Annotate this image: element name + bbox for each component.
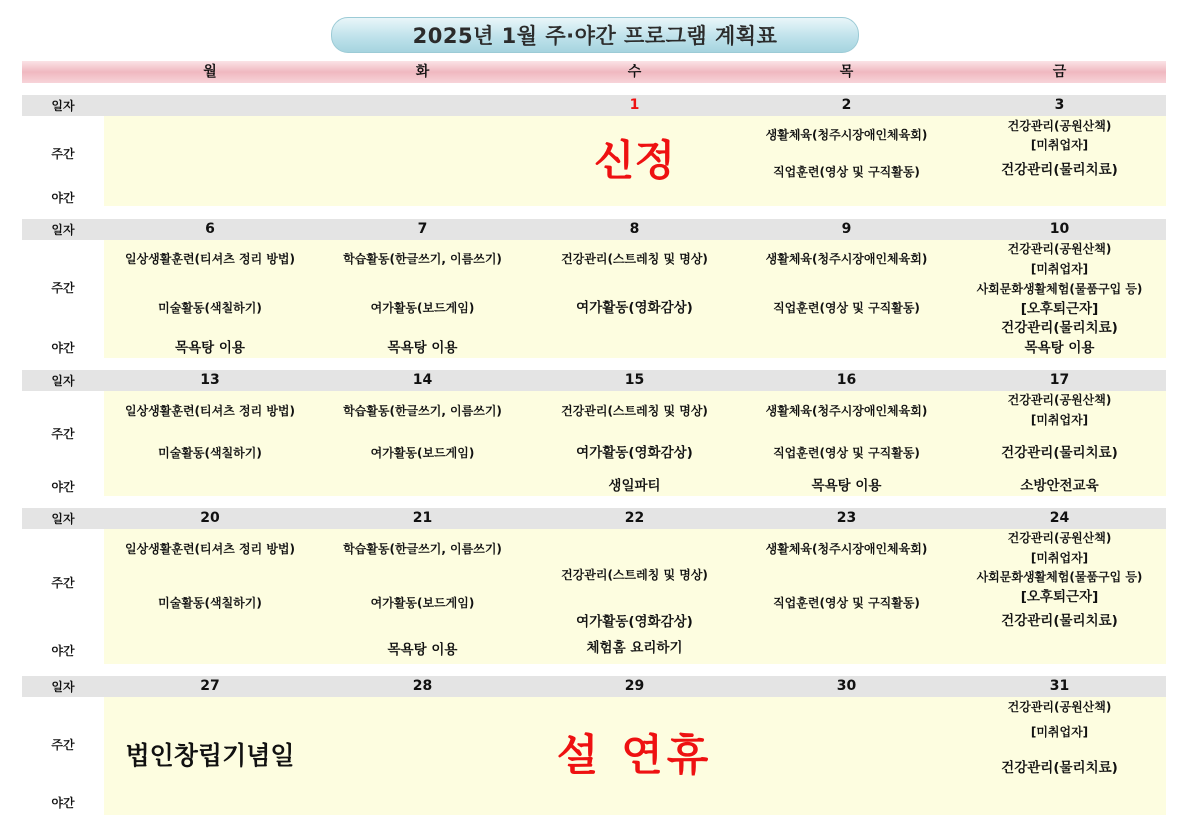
program-item: 여가활동(보드게임) xyxy=(370,446,475,460)
date-cell: 16 xyxy=(836,372,857,388)
date-cell: 15 xyxy=(624,372,645,388)
row-label-night: 야간 xyxy=(51,341,75,355)
program-item: 미술활동(색칠하기) xyxy=(158,301,262,315)
program-item: 미술활동(색칠하기) xyxy=(158,446,262,460)
program-item: 여가활동(영화감상) xyxy=(576,614,693,630)
program-item: 건강관리(공원산책) xyxy=(1007,531,1112,545)
program-item: 건강관리(물리치료) xyxy=(1001,613,1118,629)
program-item: 건강관리(공원산책) xyxy=(1007,700,1112,714)
program-item: 미술활동(색칠하기) xyxy=(158,596,262,610)
program-item: 생활체육(청주시장애인체육회) xyxy=(765,252,928,266)
date-cell: 21 xyxy=(412,510,433,526)
program-item: 목욕탕 이용 xyxy=(811,478,882,494)
program-item: 직업훈련(영상 및 구직활동) xyxy=(773,165,920,179)
row-label-date: 일자 xyxy=(51,680,75,694)
row-label-date: 일자 xyxy=(51,512,75,526)
date-cell: 14 xyxy=(412,372,433,388)
weekday-mon: 월 xyxy=(203,64,217,80)
program-item: 목욕탕 이용 xyxy=(175,340,245,356)
row-label-date: 일자 xyxy=(51,99,75,113)
program-item: 일상생활훈련(티셔츠 정리 방법) xyxy=(124,252,296,266)
program-item: 생일파티 xyxy=(608,478,661,494)
date-cell: 8 xyxy=(629,221,640,237)
weekday-thu: 목 xyxy=(839,64,854,80)
program-item: 일상생활훈련(티셔츠 정리 방법) xyxy=(124,404,296,418)
date-cell: 1 xyxy=(629,97,640,113)
program-item: 사회문화생활체험(물품구입 등) xyxy=(976,282,1143,296)
program-item: 여가활동(보드게임) xyxy=(370,301,475,315)
program-item: 목욕탕 이용 xyxy=(1024,340,1095,356)
program-item: [오후퇴근자] xyxy=(1020,301,1099,317)
program-item: 직업훈련(영상 및 구직활동) xyxy=(773,596,920,610)
program-item: [미취업자] xyxy=(1030,262,1089,276)
program-item: 건강관리(공원산책) xyxy=(1007,119,1112,133)
row-label-night: 야간 xyxy=(51,644,75,658)
date-cell: 31 xyxy=(1049,678,1070,694)
row-label-night: 야간 xyxy=(51,796,75,810)
program-item: 생활체육(청주시장애인체육회) xyxy=(765,542,928,556)
weekday-tue: 화 xyxy=(415,64,430,80)
program-item: 건강관리(물리치료) xyxy=(1001,445,1118,461)
date-cell: 6 xyxy=(205,221,215,237)
date-cell: 13 xyxy=(200,372,220,388)
row-label-night: 야간 xyxy=(51,191,75,205)
program-item: 여가활동(보드게임) xyxy=(370,596,475,610)
program-item: 체험홈 요리하기 xyxy=(586,640,683,656)
program-item: 건강관리(스트레칭 및 명상) xyxy=(561,404,708,418)
date-cell: 7 xyxy=(417,221,428,237)
program-item: [미취업자] xyxy=(1030,138,1089,152)
date-cell: 9 xyxy=(841,221,852,237)
holiday-label: 법인창립기념일 xyxy=(125,741,295,770)
row-label-date: 일자 xyxy=(51,223,75,237)
program-item: 건강관리(공원산책) xyxy=(1007,393,1112,407)
row-label-day: 주간 xyxy=(51,147,75,161)
program-item: 직업훈련(영상 및 구직활동) xyxy=(773,446,920,460)
program-item: 건강관리(공원산책) xyxy=(1007,242,1112,256)
date-cell: 22 xyxy=(624,510,645,526)
program-item: 건강관리(물리치료) xyxy=(1001,760,1118,776)
date-cell: 2 xyxy=(841,97,852,113)
program-item: 학습활동(한글쓰기, 이름쓰기) xyxy=(343,542,502,556)
date-cell: 29 xyxy=(624,678,645,694)
date-cell: 20 xyxy=(200,510,220,526)
date-cell: 10 xyxy=(1049,221,1070,237)
program-item: 생활체육(청주시장애인체육회) xyxy=(765,128,928,142)
program-item: 학습활동(한글쓰기, 이름쓰기) xyxy=(343,404,502,418)
program-item: [미취업자] xyxy=(1030,413,1089,427)
holiday-label: 신정 xyxy=(593,136,676,185)
row-label-date: 일자 xyxy=(51,374,75,388)
weekday-header xyxy=(22,61,1166,83)
date-cell: 17 xyxy=(1049,372,1070,388)
program-item: 건강관리(스트레칭 및 명상) xyxy=(561,252,708,266)
row-label-day: 주간 xyxy=(51,576,75,590)
program-item: 건강관리(물리치료) xyxy=(1001,320,1118,336)
date-cell: 24 xyxy=(1049,510,1070,526)
date-cell: 27 xyxy=(200,678,220,694)
program-item: [오후퇴근자] xyxy=(1020,589,1099,605)
program-item: 목욕탕 이용 xyxy=(387,642,458,658)
program-item: 사회문화생활체험(물품구입 등) xyxy=(976,570,1143,584)
program-item: 생활체육(청주시장애인체육회) xyxy=(765,404,928,418)
program-item: 소방안전교육 xyxy=(1020,478,1099,494)
weekday-wed: 수 xyxy=(627,64,642,80)
program-item: 일상생활훈련(티셔츠 정리 방법) xyxy=(124,542,296,556)
row-label-day: 주간 xyxy=(51,281,75,295)
row-label-night: 야간 xyxy=(51,480,75,494)
program-item: 학습활동(한글쓰기, 이름쓰기) xyxy=(343,252,502,266)
program-item: 건강관리(물리치료) xyxy=(1001,162,1118,178)
holiday-label: 설 연휴 xyxy=(556,731,713,781)
program-item: [미취업자] xyxy=(1030,551,1089,565)
program-item: 직업훈련(영상 및 구직활동) xyxy=(773,301,920,315)
row-label-day: 주간 xyxy=(51,738,75,752)
program-item: 건강관리(스트레칭 및 명상) xyxy=(561,568,708,582)
program-item: 여가활동(영화감상) xyxy=(576,300,693,316)
date-cell: 23 xyxy=(836,510,857,526)
date-cell: 30 xyxy=(836,678,857,694)
page-title: 2025년 1월 주·야간 프로그램 계획표 xyxy=(331,17,859,53)
program-item: 목욕탕 이용 xyxy=(387,340,458,356)
program-item: [미취업자] xyxy=(1030,725,1089,739)
program-item: 여가활동(영화감상) xyxy=(576,445,693,461)
row-label-day: 주간 xyxy=(51,427,75,441)
date-cell: 28 xyxy=(412,678,433,694)
weekday-fri: 금 xyxy=(1052,64,1067,80)
date-cell: 3 xyxy=(1054,97,1065,113)
